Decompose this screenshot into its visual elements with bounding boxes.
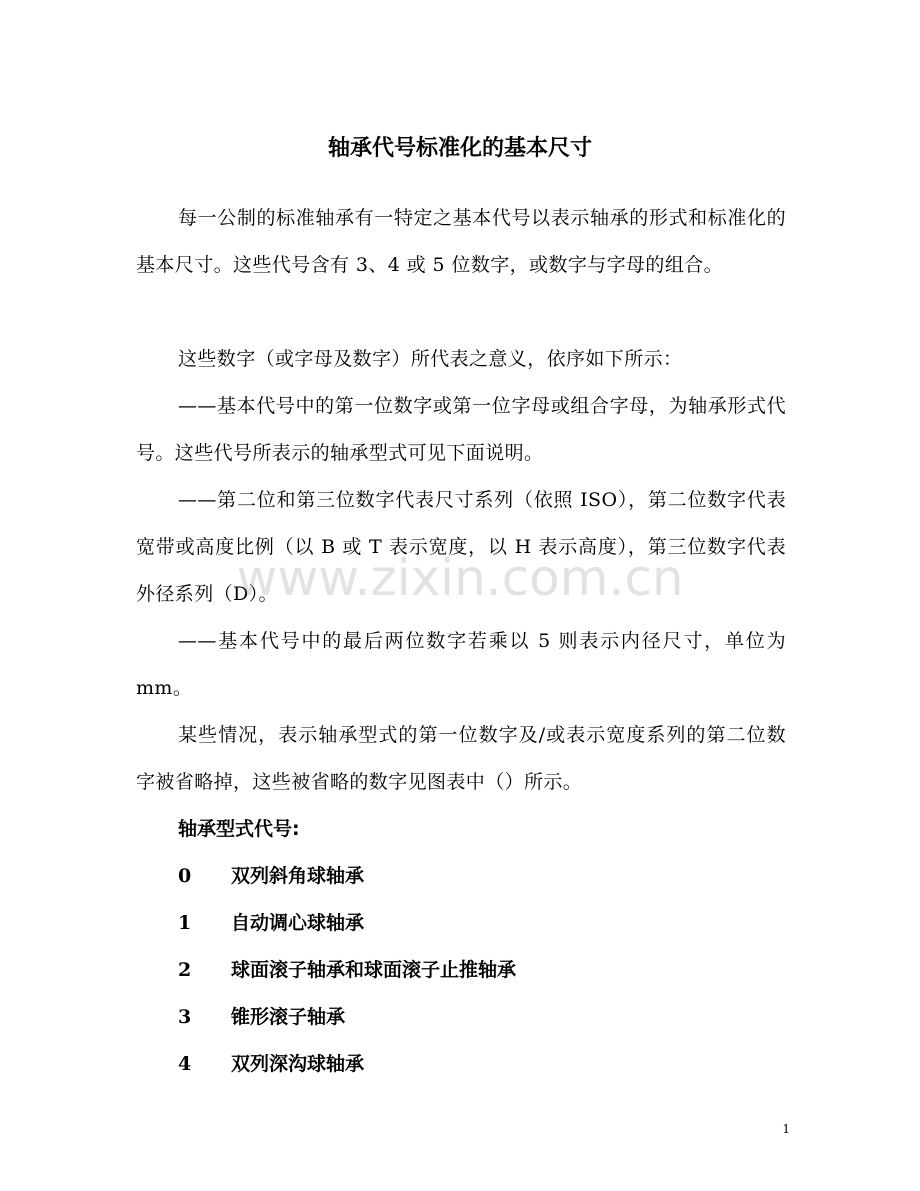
bearing-type-item: [178, 947, 516, 994]
bearing-type-name: 自动调心球轴承: [231, 912, 365, 934]
bearing-type-name: 双列深沟球轴承: [231, 1053, 365, 1075]
paragraph-omitted-digits: 某些情况，表示轴承型式的第一位数字及/或表示宽度系列的第二位数字被省略掉，这些被省略的数字见图表中（）所示。: [136, 724, 786, 793]
bearing-type-item: [178, 853, 516, 900]
paragraph-second-third-digit: ——第二位和第三位数字代表尺寸系列（依照 ISO），第二位数字代表宽带或高度比例（以 B 或 T 表示宽度，以 H 表示高度），第三位数字代表外径系列（D）。: [136, 489, 786, 605]
bearing-type-name: 双列斜角球轴承: [231, 865, 365, 887]
page-number: 1: [782, 1122, 790, 1136]
bearing-type-list: [178, 853, 516, 1088]
bearing-type-code: 0: [178, 865, 192, 887]
bearing-type-item: [178, 994, 516, 1041]
bearing-type-code: 2: [178, 959, 192, 981]
bearing-type-code: 4: [178, 1053, 192, 1075]
paragraph-first-digit: ——基本代号中的第一位数字或第一位字母或组合字母，为轴承形式代号。这些代号所表示的轴承型式可见下面说明。: [136, 395, 786, 464]
paragraph-meaning: 这些数字（或字母及数字）所代表之意义，依序如下所示：: [178, 348, 683, 370]
bearing-type-item: [178, 900, 516, 947]
watermark: www.zixin.com.cn: [236, 549, 684, 607]
bearing-type-name: 球面滚子轴承和球面滚子止推轴承: [231, 959, 517, 981]
bearing-type-code: 3: [178, 1006, 192, 1028]
bearing-type-code: 1: [178, 912, 192, 934]
document-title: 轴承代号标准化的基本尺寸: [327, 136, 592, 161]
paragraph-last-two-digits: ——基本代号中的最后两位数字若乘以 5 则表示内径尺寸，单位为mm。: [136, 630, 786, 699]
bearing-type-name: 锥形滚子轴承: [231, 1006, 346, 1028]
paragraph-intro: 每一公制的标准轴承有一特定之基本代号以表示轴承的形式和标准化的基本尺寸。这些代号含有 3、4 或 5 位数字，或数字与字母的组合。: [136, 207, 786, 276]
bearing-type-item: [178, 1041, 516, 1088]
bearing-type-heading: 轴承型式代号:: [178, 818, 300, 840]
